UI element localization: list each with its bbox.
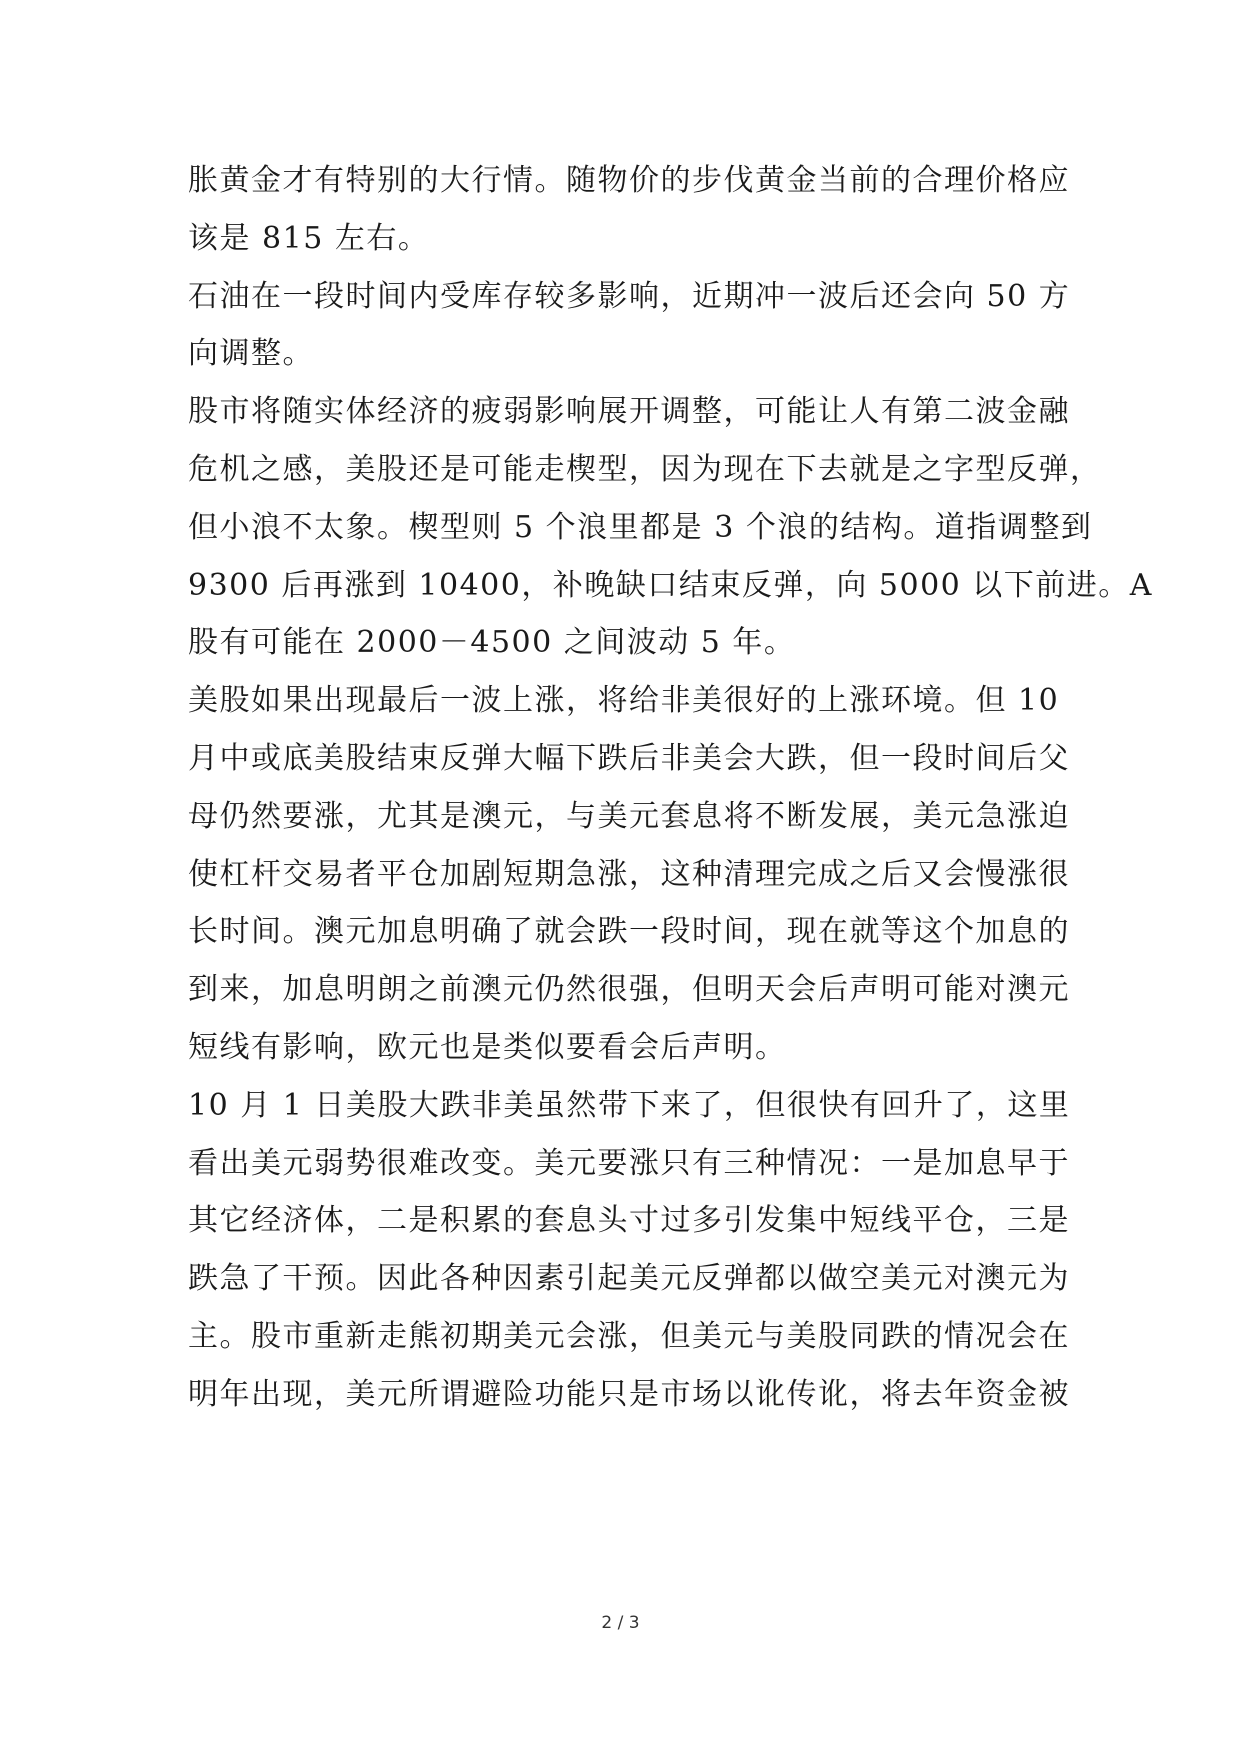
text-line: 看出美元弱势很难改变。美元要涨只有三种情况：一是加息早于 xyxy=(188,1145,1070,1181)
text-line: 股市将随实体经济的疲弱影响展开调整，可能让人有第二波金融 xyxy=(188,394,1070,430)
text-line: 该是 815 左右。 xyxy=(188,220,430,256)
text-line: 股有可能在 2000－4500 之间波动 5 年。 xyxy=(188,625,796,661)
text-line: 向调整。 xyxy=(188,336,314,372)
text-line: 石油在一段时间内受库存较多影响，近期冲一波后还会向 50 方 xyxy=(188,278,1071,314)
text-line: 短线有影响，欧元也是类似要看会后声明。 xyxy=(188,1029,787,1065)
text-line: 母仍然要涨，尤其是澳元，与美元套息将不断发展，美元急涨迫 xyxy=(188,798,1070,834)
text-line: 明年出现，美元所谓避险功能只是市场以讹传讹，将去年资金被 xyxy=(188,1376,1070,1412)
paragraph xyxy=(188,672,1070,1077)
text-line: 跌急了干预。因此各种因素引起美元反弹都以做空美元对澳元为 xyxy=(188,1261,1070,1297)
text-line: 使杠杆交易者平仓加剧短期急涨，这种清理完成之后又会慢涨很 xyxy=(188,856,1070,892)
page-number: 2 / 3 xyxy=(601,1613,640,1633)
text-line: 但小浪不太象。楔型则 5 个浪里都是 3 个浪的结构。道指调整到 xyxy=(188,509,1093,545)
text-line: 到来，加息明朗之前澳元仍然很强，但明天会后声明可能对澳元 xyxy=(188,972,1070,1008)
text-line: 月中或底美股结束反弹大幅下跌后非美会大跌，但一段时间后父 xyxy=(188,740,1070,776)
paragraph xyxy=(188,268,1071,384)
text-line: 长时间。澳元加息明确了就会跌一段时间，现在就等这个加息的 xyxy=(188,914,1070,950)
text-line: 主。股市重新走熊初期美元会涨，但美元与美股同跌的情况会在 xyxy=(188,1318,1070,1354)
text-line: 9300 后再涨到 10400，补晚缺口结束反弹，向 5000 以下前进。A xyxy=(188,567,1153,603)
text-line: 其它经济体，二是积累的套息头寸过多引发集中短线平仓，三是 xyxy=(188,1203,1070,1239)
page-body xyxy=(188,152,1153,1424)
text-line: 胀黄金才有特别的大行情。随物价的步伐黄金当前的合理价格应 xyxy=(188,163,1070,198)
paragraph xyxy=(188,1077,1071,1424)
text-line: 美股如果出现最后一波上涨，将给非美很好的上涨环境。但 10 xyxy=(188,683,1060,719)
text-line: 危机之感，美股还是可能走楔型，因为现在下去就是之字型反弹， xyxy=(188,451,1102,487)
paragraph xyxy=(188,152,1070,268)
text-line: 10 月 1 日美股大跌非美虽然带下来了，但很快有回升了，这里 xyxy=(188,1087,1071,1123)
paragraph xyxy=(188,383,1153,672)
